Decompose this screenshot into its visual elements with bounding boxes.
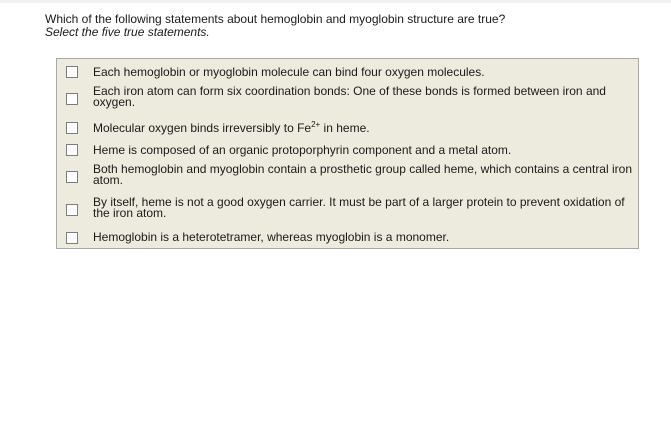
option-7-label: Hemoglobin is a heterotetramer, whereas myoglobin is a monomer. xyxy=(93,230,450,244)
top-divider xyxy=(0,0,671,3)
option-7-checkbox[interactable] xyxy=(66,232,78,244)
option-6-label: By itself, heme is not a good oxygen carrier. It must be part of a larger protein to prevent oxidation of the iron atom. xyxy=(93,195,625,220)
option-3-checkbox[interactable] xyxy=(66,122,78,134)
option-5-checkbox[interactable] xyxy=(66,171,78,183)
option-4-label: Heme is composed of an organic protoporphyrin component and a metal atom. xyxy=(93,143,512,157)
option-3-label-text: Molecular oxygen binds irreversibly to Fe xyxy=(93,121,312,135)
option-3-label xyxy=(93,120,633,135)
question-instruction: Select the five true statements. xyxy=(45,25,210,39)
options-panel xyxy=(56,58,639,249)
option-1-label: Each hemoglobin or myoglobin molecule can bind four oxygen molecules. xyxy=(93,65,485,79)
option-3-superscript: 2+ xyxy=(311,120,321,129)
option-1-checkbox[interactable] xyxy=(66,66,78,78)
option-6-checkbox[interactable] xyxy=(66,204,78,216)
option-3-label-suffix: in heme. xyxy=(320,121,370,135)
question-block xyxy=(45,13,645,39)
option-4-checkbox[interactable] xyxy=(66,144,78,156)
option-2-checkbox[interactable] xyxy=(66,93,78,105)
question-text: Which of the following statements about hemoglobin and myoglobin structure are true? xyxy=(45,12,506,26)
option-5-label: Both hemoglobin and myoglobin contain a prosthetic group called heme, which contains a central iron atom. xyxy=(93,162,632,187)
option-2-label: Each iron atom can form six coordination bonds: One of these bonds is formed between iron and oxygen. xyxy=(93,84,606,109)
